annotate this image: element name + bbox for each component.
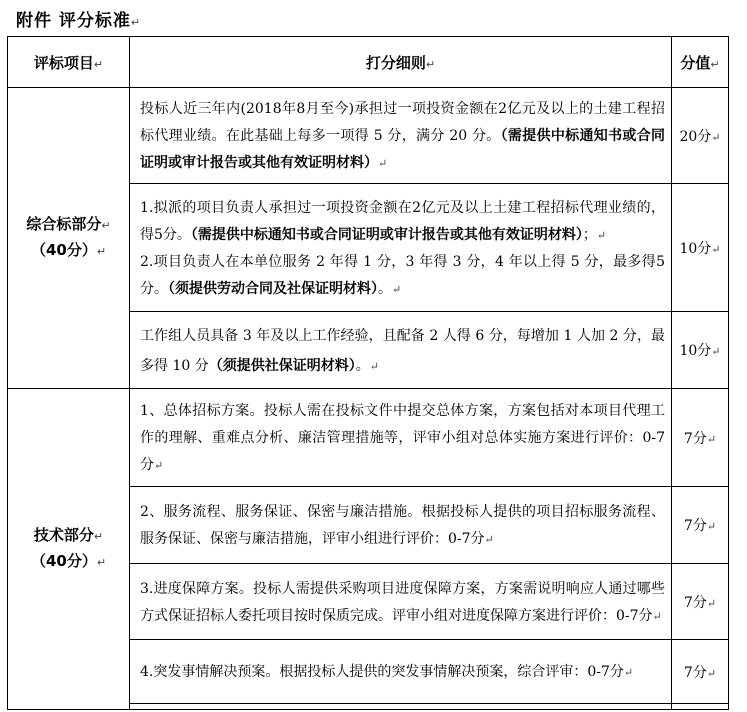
section-general: 综合标部分↵ （40分）↵: [8, 88, 130, 389]
header-rules: 打分细则↵: [130, 37, 672, 88]
table-row: [8, 389, 729, 487]
table-header-row: [8, 37, 729, 88]
rule-text: 1.拟派的项目负责人承担过一项投资金额在2亿元及以上土建工程招标代理业绩的，得5分。（需提供中标通知书或合同证明或审计报告或其他有效证明材料）；↵ 2.项目负责人在本单位服务 2 年得 1 分，3 年得 3 分，4 年以上得 5 分，最多得5分。（须提供劳动合同及社保证明材料）。↵: [130, 184, 672, 312]
score-value: 10分↵: [672, 184, 729, 312]
rule-text: 3.进度保障方案。投标人需提供采购项目进度保障方案，方案需说明响应人通过哪些方式保证招标人委托项目按时保质完成。评审小组对进度保障方案进行评价：0-7分↵: [130, 564, 672, 640]
page-title: 附件 评分标准↵: [16, 11, 142, 31]
cutoff-cell: [130, 704, 672, 710]
scoring-table: [7, 36, 729, 710]
score-value: 7分↵: [672, 640, 729, 704]
rule-text: 工作组人员具备 3 年及以上工作经验，且配备 2 人得 6 分，每增加 1 人加 2 分，最多得 10 分（须提供社保证明材料）。↵: [130, 312, 672, 389]
rule-text: 2、服务流程、服务保证、保密与廉洁措施。根据投标人提供的项目招标服务流程、服务保证、保密与廉洁措施，评审小组进行评价：0-7分↵: [130, 487, 672, 564]
section-technical: 技术部分↵ （40分）↵: [8, 389, 130, 710]
cutoff-cell: [672, 704, 729, 710]
score-value: 7分↵: [672, 487, 729, 564]
rule-text: 投标人近三年内(2018年8月至今)承担过一项投资金额在2亿元及以上的土建工程招标代理业绩。在此基础上每多一项得 5 分，满分 20 分。（需提供中标通知书或合同证明或审计报告或其他有效证明材料）↵: [130, 88, 672, 184]
header-item: 评标项目↵: [8, 37, 130, 88]
table-row: [8, 88, 729, 184]
rule-text: 4.突发事情解决预案。根据投标人提供的突发事情解决预案，综合评审：0-7分↵: [130, 640, 672, 704]
rule-text: 1、总体招标方案。投标人需在投标文件中提交总体方案，方案包括对本项目代理工作的理解、重难点分析、廉洁管理措施等，评审小组对总体实施方案进行评价：0-7分↵: [130, 389, 672, 487]
score-value: 20分↵: [672, 88, 729, 184]
score-value: 7分↵: [672, 389, 729, 487]
score-value: 10分↵: [672, 312, 729, 389]
score-value: 7分↵: [672, 564, 729, 640]
header-score: 分值↵: [672, 37, 729, 88]
